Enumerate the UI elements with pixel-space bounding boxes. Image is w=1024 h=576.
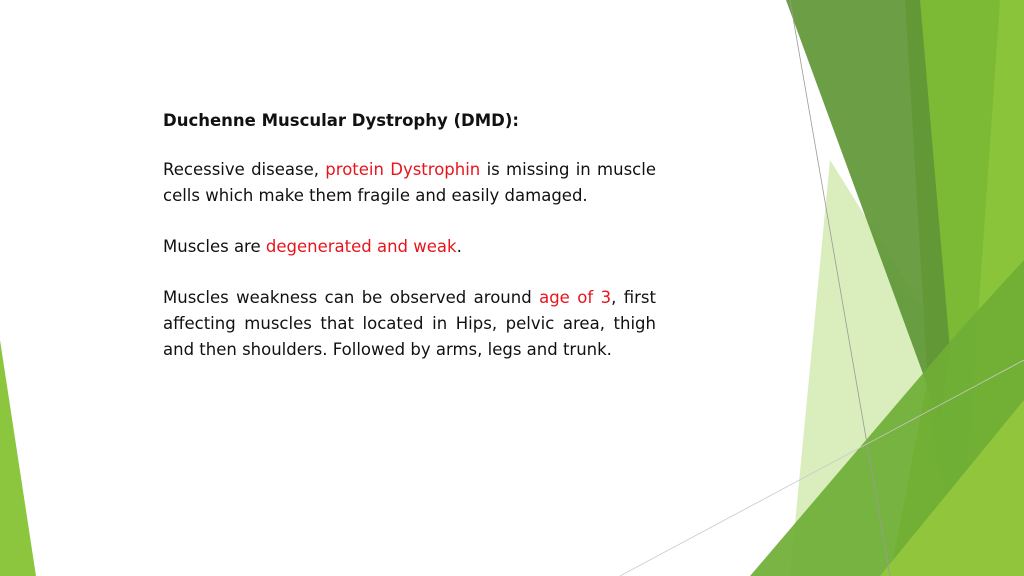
p2-highlight: degenerated and weak xyxy=(265,237,457,256)
p1-highlight: protein Dystrophin xyxy=(325,160,481,179)
paragraph-muscles-degenerated xyxy=(163,234,656,260)
p3-text-after: , first affecting muscles that located in Hips, pelvic area, thigh and then shoulders. Followed by arms, legs and trunk. xyxy=(163,288,656,359)
p1-text-after: is missing in muscle cells which make them fragile and easily damaged. xyxy=(163,160,656,205)
p3-text-before: Muscles weakness can be observed around xyxy=(163,288,540,307)
p2-text-before: Muscles are xyxy=(163,237,266,256)
p3-highlight: age of 3 xyxy=(539,288,612,307)
left-green-sliver xyxy=(0,340,36,576)
slide-content xyxy=(163,108,656,388)
p1-text-before: Recessive disease, xyxy=(163,160,326,179)
paragraph-recessive-disease xyxy=(163,157,656,209)
paragraph-muscle-weakness xyxy=(163,285,656,363)
slide-title: Duchenne Muscular Dystrophy (DMD): xyxy=(163,111,519,130)
p2-text-after: . xyxy=(456,237,462,256)
